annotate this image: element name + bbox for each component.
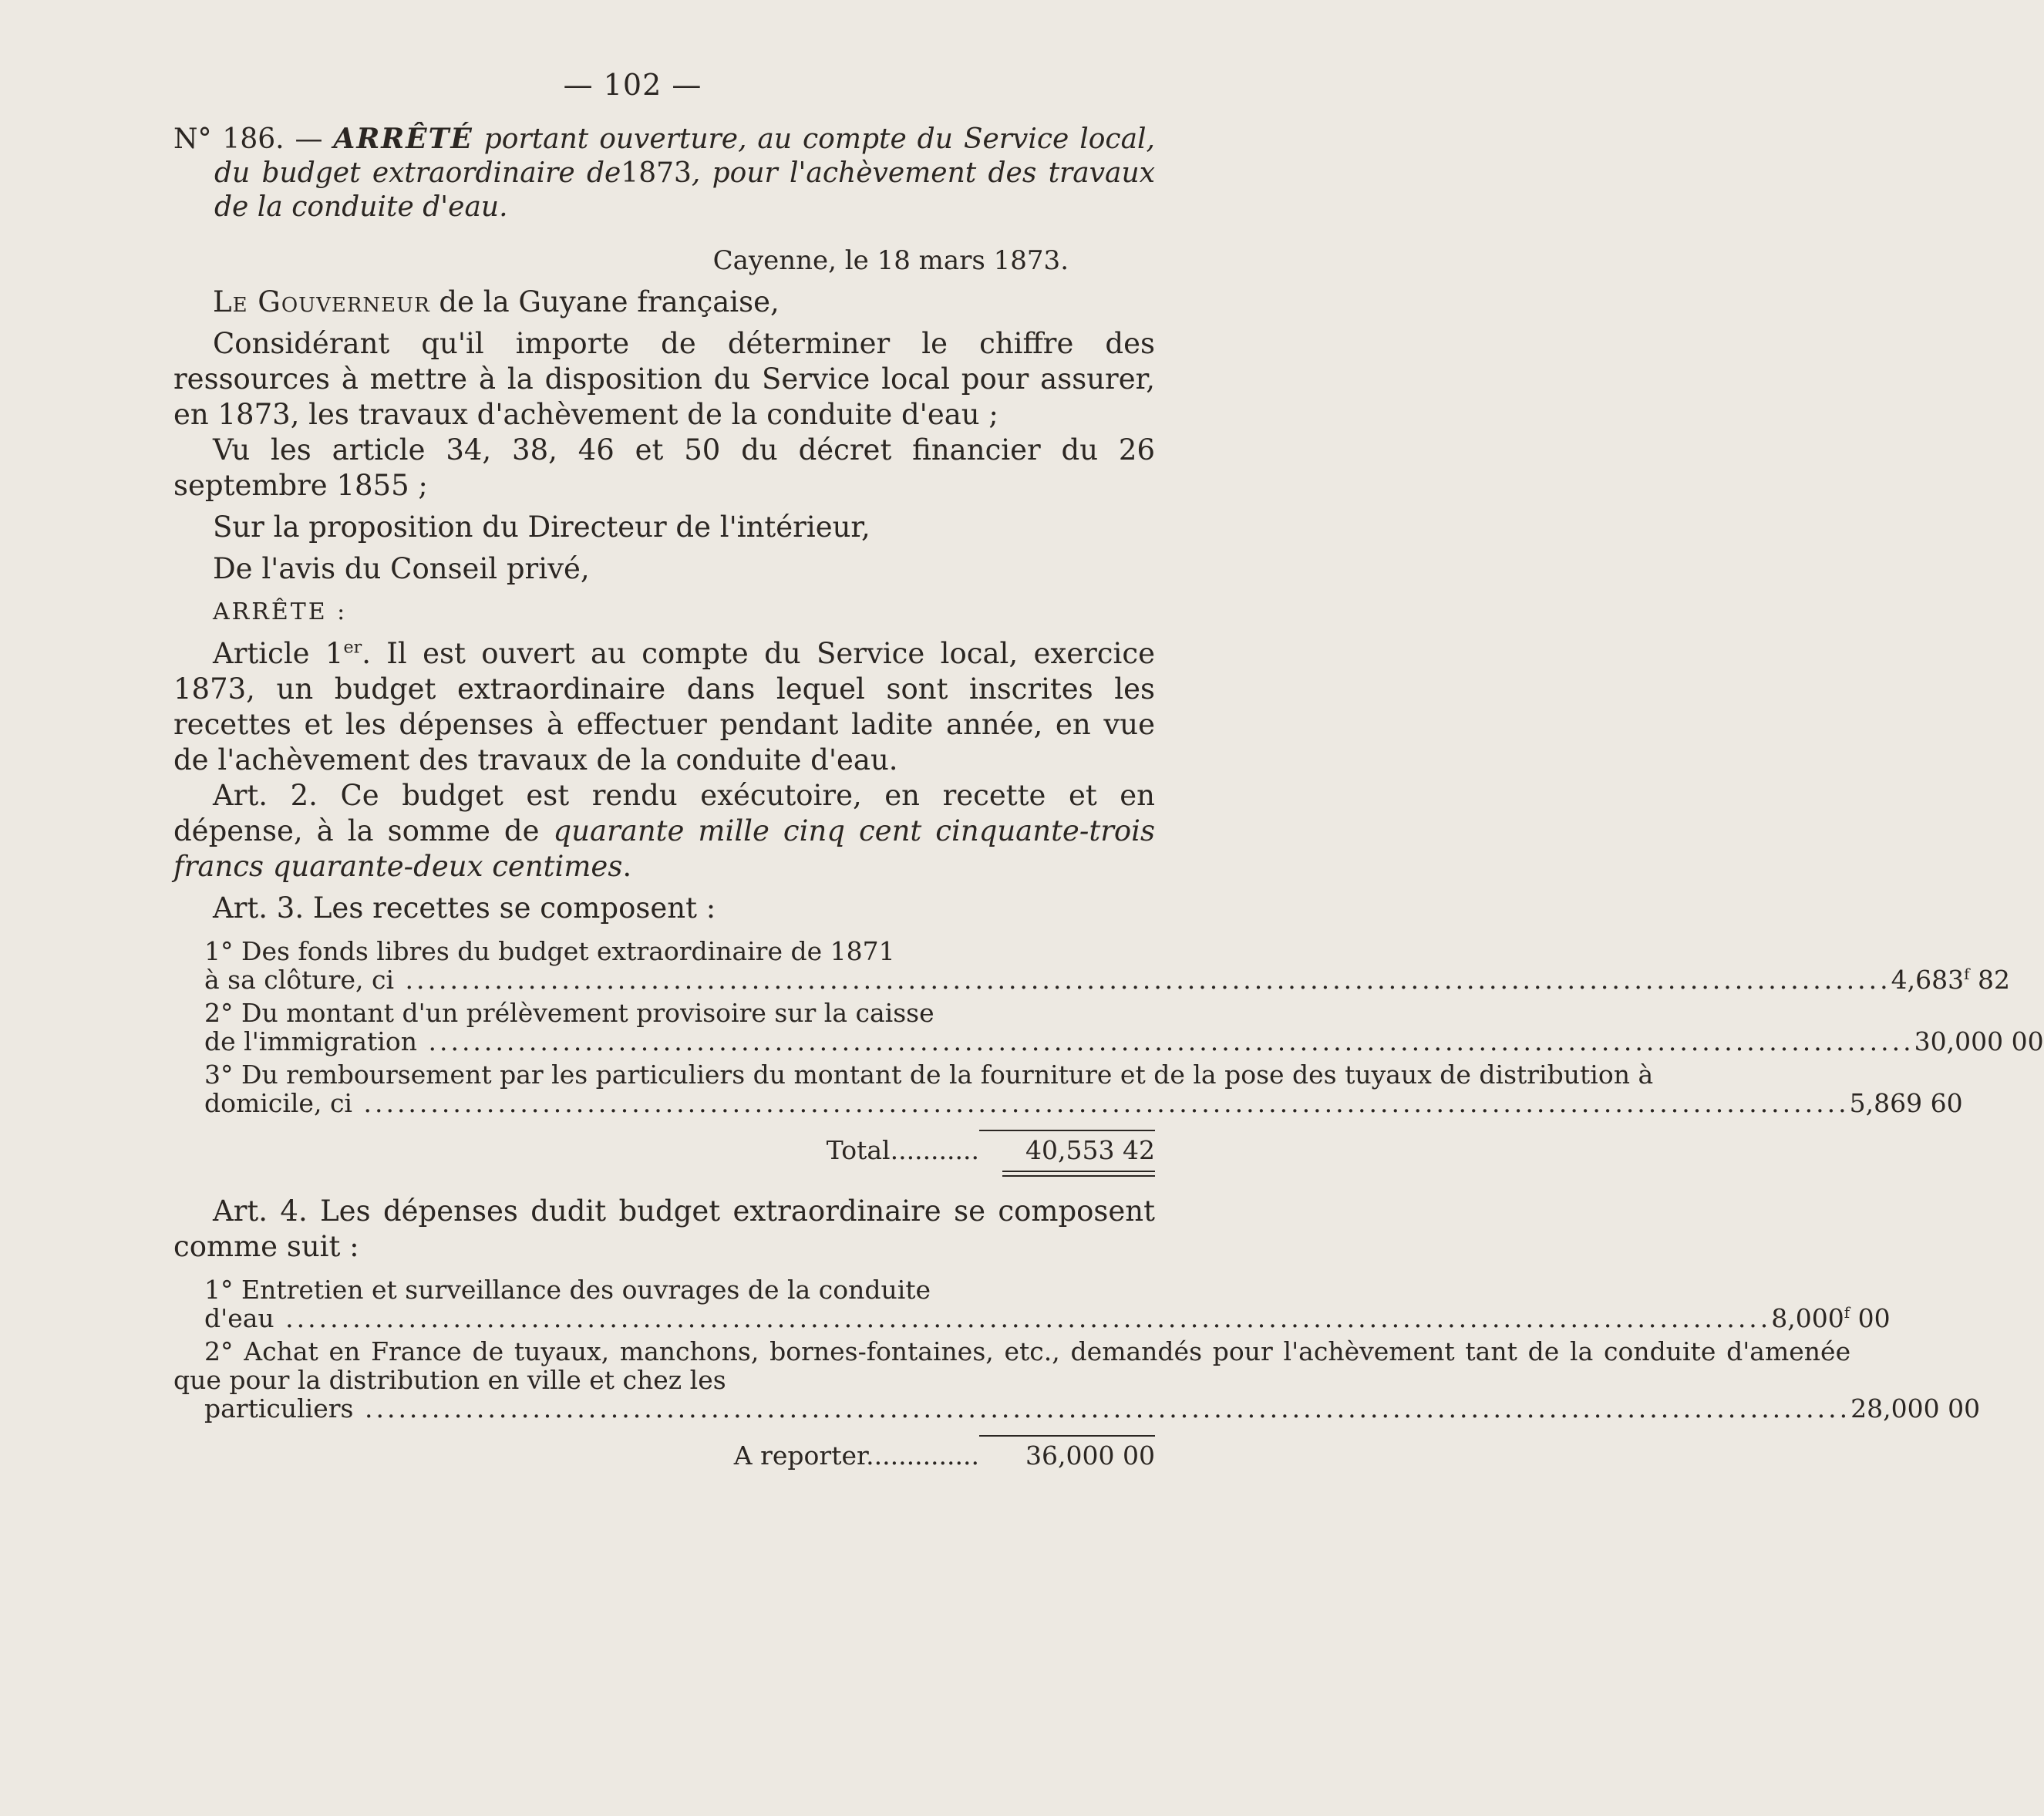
- total-label: [173, 1136, 979, 1164]
- article-2-amount-words: quarante mille cinq cent cinquante-trois francs quarante-deux centimes: [173, 814, 1155, 883]
- decree-title-end: , pour l'achèvement des travaux de la conduite d'eau.: [214, 157, 1155, 223]
- report-amount: 36,000 00: [979, 1435, 1155, 1470]
- article-2-end: .: [622, 850, 632, 883]
- vu-paragraph: Vu les article 34, 38, 46 et 50 du décret financier du 26 septembre 1855 ;: [173, 433, 1155, 502]
- recette-desc: [173, 999, 1914, 1056]
- depenses-list: [173, 1275, 1981, 1471]
- avis-paragraph: De l'avis du Conseil privé,: [213, 552, 590, 585]
- total-amount: 40,553 42: [979, 1130, 1155, 1164]
- article-3: Art. 3. Les recettes se composent :: [213, 891, 716, 925]
- depense-amount: [1771, 1304, 1890, 1333]
- article-4: Art. 4. Les dépenses dudit budget extraordinaire se composent comme suit :: [173, 1194, 1155, 1263]
- depense-desc: [173, 1337, 1850, 1423]
- report-label-text: A reporter: [733, 1440, 867, 1471]
- article-1-label: Article 1: [213, 637, 344, 670]
- total-double-rule: [1002, 1171, 1155, 1177]
- page-number: — 102 —: [563, 68, 702, 102]
- recette-desc: [173, 937, 1891, 994]
- decree-type: ARRÊTÉ: [333, 123, 473, 155]
- amount-sup: f: [1844, 1304, 1850, 1322]
- proposition-paragraph: Sur la proposition du Directeur de l'intérieur,: [213, 510, 870, 544]
- amount-value: 4,683: [1891, 965, 1965, 995]
- report-row: [173, 1435, 1155, 1470]
- decree-number: N° 186. —: [173, 123, 323, 155]
- depense-row: [173, 1336, 1981, 1423]
- recette-amount: 30,000 00: [1914, 1026, 2044, 1056]
- governor-caps: Le Gouverneur: [213, 285, 430, 318]
- decree-title: [173, 122, 1155, 224]
- article-1-text: . Il est ouvert au compte du Service local, exercice 1873, un budget extraordinaire dans lequel sont inscrites les recettes et les dépenses à effectuer pendant ladite année, en vue de l'achèvement des travaux de la conduite d'eau.: [173, 637, 1155, 777]
- depense-amount: 28,000 00: [1850, 1393, 1981, 1423]
- arrete-heading: ARRÊTE :: [213, 598, 348, 625]
- total-row: [173, 1130, 1155, 1164]
- article-2-text: Art. 2. Ce budget est rendu exécutoire, en recette et en dépense, à la somme de: [173, 779, 1155, 847]
- recette-row: [173, 998, 2044, 1056]
- recette-text: 2° Du montant d'un prélèvement provisoire sur la caisse: [204, 998, 934, 1028]
- depense-text: 1° Entretien et surveillance des ouvrages de la conduite: [204, 1275, 931, 1305]
- report-dots: ..............: [866, 1440, 979, 1471]
- depense-last-line: particuliers .....: [173, 1394, 1850, 1423]
- recette-last-line: de l'immigration .....: [173, 1027, 1914, 1056]
- depense-row: [173, 1275, 1891, 1333]
- document-body: [173, 122, 2044, 1471]
- article-1-sup: er: [343, 637, 362, 658]
- depense-text: 2° Achat en France de tuyaux, manchons, bornes-fontaines, etc., demandés pour l'achèvement tant de la conduite d'amenée que pour la distribution en ville et chez les: [173, 1336, 1851, 1395]
- recettes-list: [173, 936, 2044, 1177]
- recette-desc: [173, 1060, 1850, 1117]
- governor-rest: de la Guyane française,: [429, 285, 780, 318]
- depense-desc: [173, 1275, 1771, 1333]
- total-dots: ...........: [890, 1135, 979, 1165]
- report-label: [173, 1441, 979, 1470]
- governor-line: [173, 285, 1155, 320]
- total-label-text: Total: [826, 1135, 891, 1165]
- recette-last-line: à sa clôture, ci .....: [173, 965, 1891, 994]
- recette-amount: [1891, 965, 2010, 994]
- decree-year: 1873: [621, 157, 692, 189]
- recette-amount: 5,869 60: [1849, 1088, 1963, 1118]
- amount-sup: f: [1964, 965, 1970, 983]
- dateline: Cayenne, le 18 mars 1873.: [712, 245, 1069, 276]
- considerant-paragraph: Considérant qu'il importe de déterminer le chiffre des ressources à mettre à la disposition du Service local pour assurer, en 1873, les travaux d'achèvement de la conduite d'eau ;: [173, 327, 1155, 431]
- recette-row: [173, 1060, 1963, 1118]
- article-2: [173, 778, 1155, 884]
- amount-cents: 82: [1969, 965, 2010, 995]
- amount-cents: 00: [1850, 1303, 1891, 1333]
- article-1: [173, 636, 1155, 778]
- amount-value: 8,000: [1771, 1303, 1844, 1333]
- decree-title-text: portant ouverture, au compte du Service local, du budget extraordinaire de: [214, 123, 1155, 189]
- depense-last-line: d'eau .....: [173, 1304, 1771, 1333]
- recette-text: 1° Des fonds libres du budget extraordinaire de 1871: [204, 936, 895, 966]
- recette-last-line: domicile, ci .....: [173, 1089, 1850, 1117]
- recette-row: [173, 936, 2010, 995]
- recette-text: 3° Du remboursement par les particuliers du montant de la fourniture et de la pose des tuyaux de distribution à: [204, 1060, 1654, 1090]
